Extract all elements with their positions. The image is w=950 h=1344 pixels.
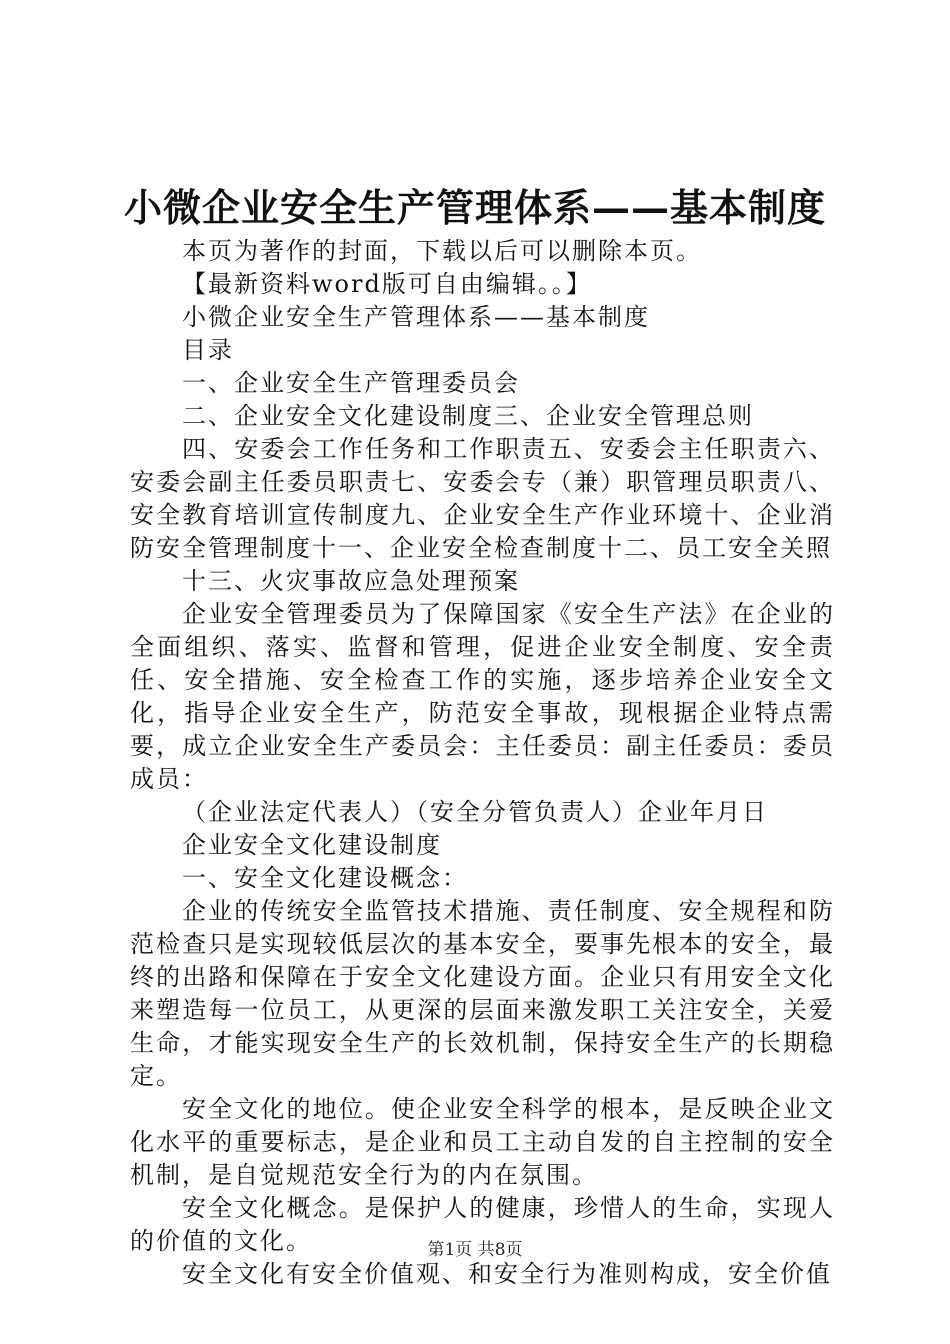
paragraph: 一、企业安全生产管理委员会 (182, 369, 520, 397)
paragraph: 企业安全管理委员为了保障国家《安全生产法》在企业的全面组织、落实、监督和管理，促进企业安全制度、安全责任、安全措施、安全检查工作的实施，逐步培养企业安全文化，指导企业安全生产，防范安全事故，现根据企业特点需要，成立企业安全生产委员会：主任委员：副主任委员：委员成员： (130, 600, 835, 793)
paragraph: 一、安全文化建设概念： (182, 864, 468, 892)
paragraph: 四、安委会工作任务和工作职责五、安委会主任职责六、安委会副主任委员职责七、安委会专（兼）职管理员职责八、安全教育培训宣传制度九、企业安全生产作业环境十、企业消防安全管理制度十一、企业安全检查制度十二、员工安全关照 (130, 435, 835, 562)
paragraph: 二、企业安全文化建设制度三、企业安全管理总则 (182, 402, 754, 430)
page-number-footer: 第1页 共8页 (427, 1240, 523, 1260)
paragraph: 安全文化概念。是保护人的健康，珍惜人的生命，实现人的价值的文化。 (130, 1194, 835, 1255)
paragraph: 十三、火灾事故应急处理预案 (182, 567, 520, 595)
paragraph: 企业的传统安全监管技术措施、责任制度、安全规程和防范检查只是实现较低层次的基本安全，要事先根本的安全，最终的出路和保障在于安全文化建设方面。企业只有用安全文化来塑造每一位员工，从更深的层面来激发职工关注安全，关爱生命，才能实现安全生产的长效机制，保持安全生产的长期稳定。 (130, 897, 835, 1090)
paragraph: （企业法定代表人）（安全分管负责人）企业年月日 (182, 798, 768, 826)
paragraph: 企业安全文化建设制度 (182, 831, 442, 859)
paragraph: 小微企业安全生产管理体系——基本制度 (182, 303, 650, 331)
paragraph: 目录 (182, 336, 234, 364)
paragraph: 安全文化的地位。使企业安全科学的根本，是反映企业文化水平的重要标志，是企业和员工主动自发的自主控制的安全机制，是自觉规范安全行为的内在氛围。 (130, 1095, 835, 1189)
paragraph: 本页为著作的封面，下载以后可以删除本页。 (182, 237, 702, 265)
document-body (130, 235, 835, 1291)
document-title: 小微企业安全生产管理体系——基本制度 (123, 185, 826, 230)
paragraph: 安全文化有安全价值观、和安全行为准则构成，安全价值 (182, 1260, 832, 1288)
paragraph: 【最新资料word版可自由编辑。。】 (182, 270, 592, 298)
